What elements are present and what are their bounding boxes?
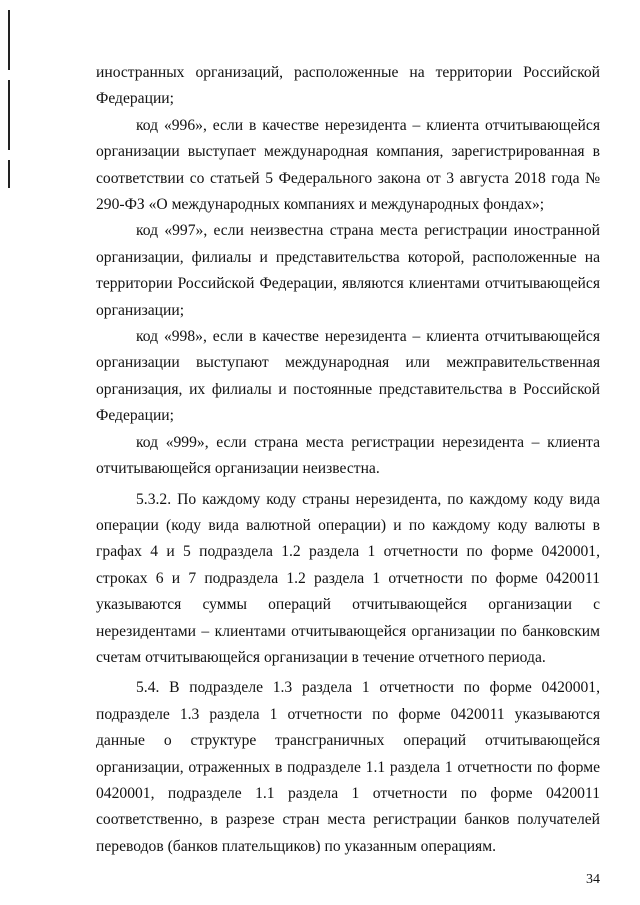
paragraph: код «997», если неизвестна страна места регистрации иностранной организации, филиалы и представительства которой, расположенные на территории Российской Федерации, являются клиентами отчитывающейся организации;	[96, 222, 600, 319]
paragraph: код «999», если страна места регистрации нерезидента – клиента отчитывающейся организации неизвестна.	[96, 433, 600, 478]
paragraph: иностранных организаций, расположенные на территории Российской Федерации;	[96, 64, 600, 108]
body-text	[96, 60, 600, 860]
paragraph: код «996», если в качестве нерезидента – клиента отчитывающейся организации выступает международная компания, зарегистрированная в соответствии со статьей 5 Федерального закона от 3 августа 2018 года № 290-ФЗ «О международных компаниях и международных фондах»;	[96, 116, 600, 214]
paragraph: 5.3.2. По каждому коду страны нерезидента, по каждому коду вида операции (коду вида валютной операции) и по каждому коду валюты в графах 4 и 5 подраздела 1.2 раздела 1 отчетности по форме 0420001, строках 6 и 7 подраздела 1.2 раздела 1 отчетности по форме 0420011 указываются суммы операций отчитывающейся организации с нерезидентами – клиентами отчитывающейся организации по банковским счетам отчитывающейся организации в течение отчетного периода.	[96, 490, 600, 666]
page-number: 34	[586, 872, 600, 887]
paragraph: 5.4. В подразделе 1.3 раздела 1 отчетности по форме 0420001, подразделе 1.3 раздела 1 отчетности по форме 0420011 указываются данные о структуре трансграничных операций отчитывающейся организации, отраженных в подразделе 1.1 раздела 1 отчетности по форме 0420001, подразделе 1.1 раздела 1 отчетности по форме 0420011 соответственно, в разрезе стран места регистрации банков получателей переводов (банков плательщиков) по указанным операциям.	[96, 679, 600, 855]
margin-mark	[8, 10, 10, 70]
paragraph: код «998», если в качестве нерезидента – клиента отчитывающейся организации выступают международная или межправительственная организация, их филиалы и постоянные представительства в Российской Федерации;	[96, 328, 600, 425]
margin-mark	[8, 80, 10, 150]
margin-mark	[8, 160, 10, 188]
